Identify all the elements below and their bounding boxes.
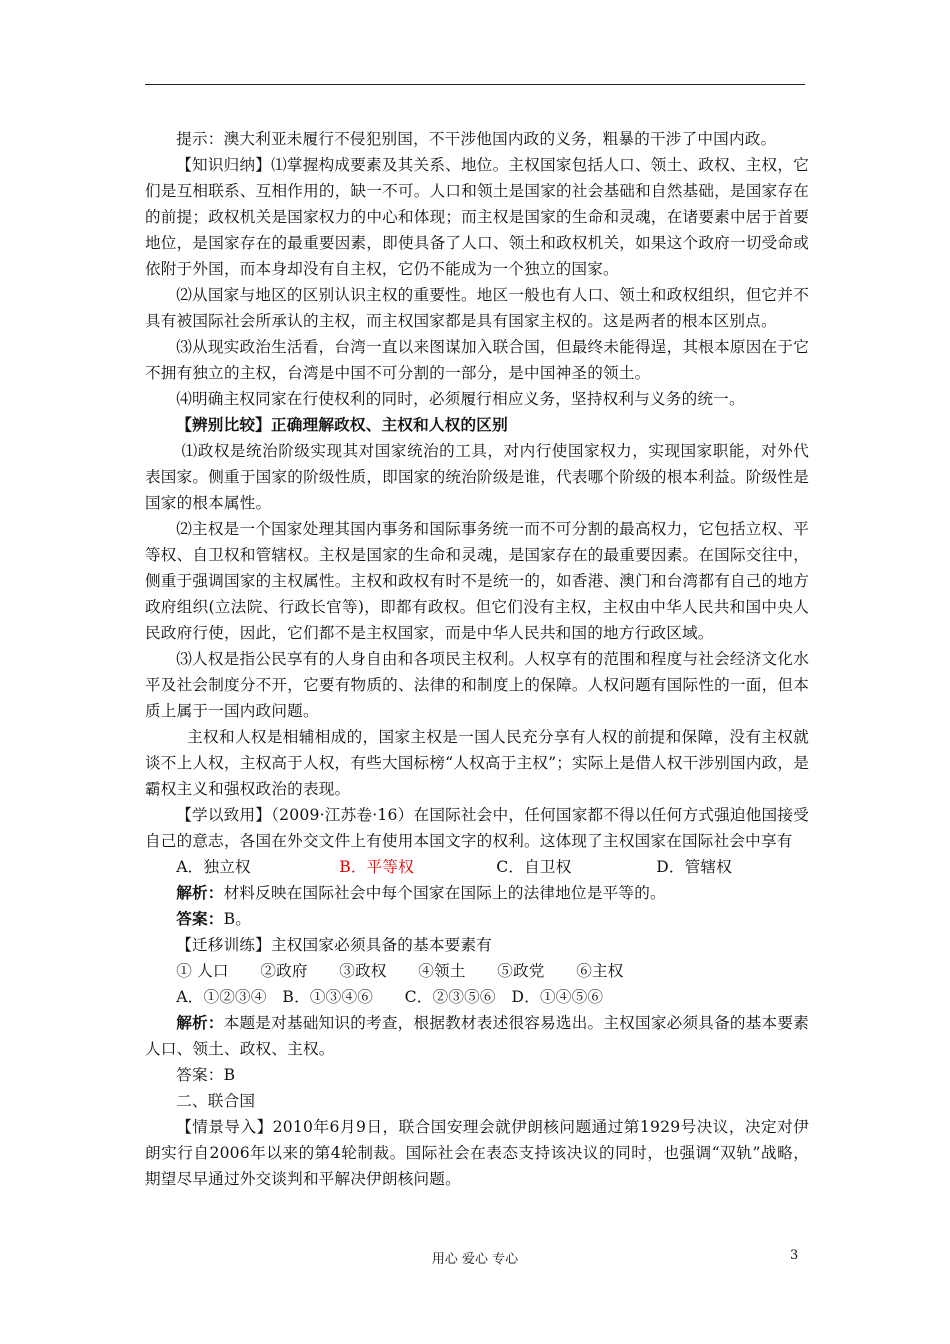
- q2-analysis-label: 解析：: [176, 1013, 224, 1032]
- q1-option-c: C．自卫权: [496, 858, 572, 876]
- knowledge-summary-paragraph: 【知识归纳】⑴掌握构成要素及其关系、地位。主权国家包括人口、领土、政权、主权，它们是互相联系、互相作用的，缺一不可。人口和领土是国家的社会基础和自然基础，是国家存在的前提；政权机关是国家权力的中心和体现；而主权是国家的生命和灵魂，在诸要素中居于首要地位，是国家存在的最重要因素，即使具备了人口、领土和政权机关，如果这个政府一切受命或依附于外国，而本身却没有自主权，它仍不能成为一个独立的国家。: [145, 156, 809, 278]
- q2-analysis-text: 本题是对基础知识的考查，根据教材表述很容易选出。主权国家必须具备的基本要素人口、领土、政权、主权。: [145, 1014, 809, 1058]
- q2-options: A．①②③④ B．①③④⑥ C．②③⑤⑥ D．①④⑤⑥: [176, 988, 604, 1006]
- compare-human-rights: ⑶人权是指公民享有的人身自由和各项民主权利。人权享有的范围和程度与社会经济文化水平及社会制度分不开，它要有物质的、法律的和制度上的保障。人权问题有国际性的一面，但本质上属于一国内政问题。: [145, 650, 809, 720]
- compare-regime: ⑴政权是统治阶级实现其对国家统治的工具，对内行使国家权力，实现国家职能，对外代表国家。侧重于国家的阶级性质，即国家的统治阶级是谁，代表哪个阶级的根本利益。阶级性是国家的根本属性。: [145, 442, 809, 512]
- q1-analysis-label: 解析：: [176, 883, 224, 902]
- q1-option-a: A．独立权: [176, 858, 251, 876]
- knowledge-point-4: ⑷明确主权同家在行使权利的同时，必须履行相应义务，坚持权利与义务的统一。: [176, 390, 745, 408]
- header-rule: [145, 84, 805, 85]
- q1-answer: [145, 906, 809, 932]
- q1-option-b: B．平等权: [339, 858, 415, 876]
- q1-answer-label: 答案：: [176, 909, 224, 928]
- page-number: 3: [790, 1248, 799, 1263]
- knowledge-point-2: ⑵从国家与地区的区别认识主权的重要性。地区一般也有人口、领土和政权组织，但它并不具有被国际社会所承认的主权，而主权国家都是具有国家主权的。这是两者的根本区别点。: [145, 286, 809, 330]
- compare-sovereignty: ⑵主权是一个国家处理其国内事务和国际事务统一而不可分割的最高权力，它包括立权、平等权、自卫权和管辖权。主权是国家的生命和灵魂，是国家存在的最重要因素。在国际交往中，侧重于强调国家的主权属性。主权和政权有时不是统一的，如香港、澳门和台湾都有自己的地方政府组织(立法院、行政长官等)，即都有政权。但它们没有主权，主权由中华人民共和国中央人民政府行使，因此，它们都不是主权国家，而是中华人民共和国的地方行政区域。: [145, 520, 809, 642]
- q1-options: [145, 854, 809, 880]
- compare-relationship: 主权和人权是相辅相成的，国家主权是一国人民充分享有人权的前提和保障，没有主权就谈不上人权，主权高于人权，有些大国标榜“人权高于主权”；实际上是借人权干涉别国内政，是霸权主义和强权政治的表现。: [145, 728, 809, 798]
- hint-paragraph: 提示：澳大利亚未履行不侵犯别国，不干涉他国内政的义务，粗暴的干涉了中国内政。: [176, 130, 777, 148]
- q1-analysis: [145, 880, 809, 906]
- q1-analysis-text: 材料反映在国际社会中每个国家在国际上的法律地位是平等的。: [223, 884, 666, 902]
- compare-heading: 【辨别比较】正确理解政权、主权和人权的区别: [176, 415, 508, 434]
- page-content: [145, 126, 809, 1192]
- scenario-intro: 【情景导入】2010年6月9日，联合国安理会就伊朗核问题通过第1929号决议，决定对伊朗实行自2006年以来的第4轮制裁。国际社会在表态支持该决议的同时，也强调“双轨”战略，期望尽早通过外交谈判和平解决伊朗核问题。: [145, 1118, 809, 1188]
- q2-answer: 答案：B: [176, 1066, 236, 1084]
- footer-slogan: 用心 爱心 专心: [431, 1252, 519, 1267]
- q2-items: ① 人口 ②政府 ③政权 ④领土 ⑤政党 ⑥主权: [176, 962, 624, 980]
- section-title: 二、联合国: [176, 1092, 256, 1110]
- knowledge-point-3: ⑶从现实政治生活看，台湾一直以来图谋加入联合国，但最终未能得逞，其根本原因在于它不拥有独立的主权，台湾是中国不可分割的一部分，是中国神圣的领土。: [145, 338, 809, 382]
- q1-option-d: D．管辖权: [656, 858, 733, 876]
- q2-analysis: [145, 1010, 809, 1062]
- q1-answer-value: B。: [223, 910, 252, 928]
- q2-stem: 【迁移训练】主权国家必须具备的基本要素有: [176, 936, 493, 954]
- q1-stem: 【学以致用】（2009·江苏卷·16）在国际社会中，任何国家都不得以任何方式强迫他国接受自己的意志，各国在外交文件上有使用本国文字的权利。这体现了主权国家在国际社会中享有: [145, 806, 809, 850]
